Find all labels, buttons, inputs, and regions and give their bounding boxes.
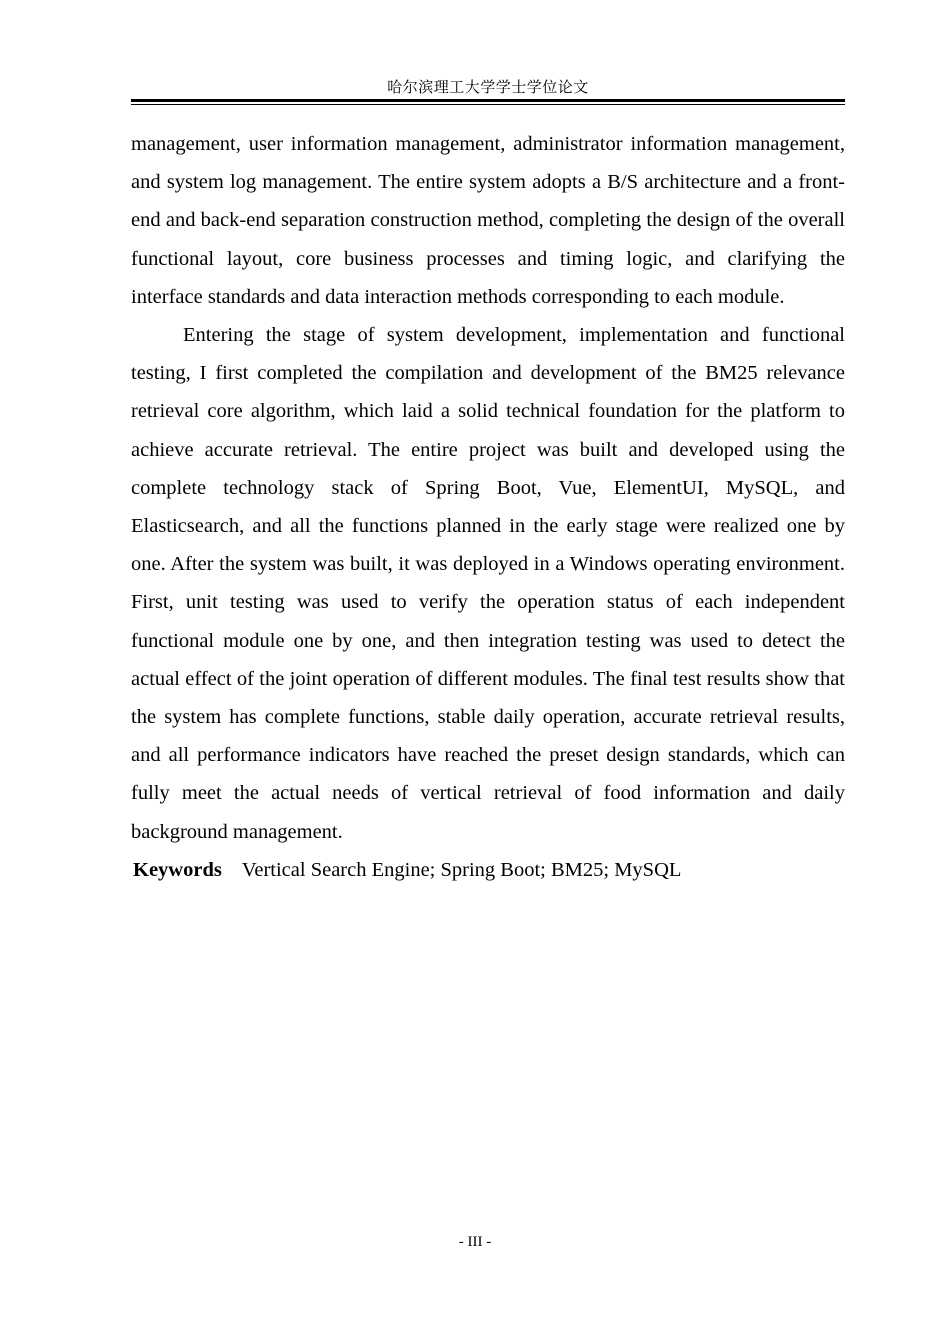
running-header: 哈尔滨理工大学学士学位论文: [387, 80, 589, 96]
keywords-line: [131, 851, 845, 889]
keywords-text: Vertical Search Engine; Spring Boot; BM25; MySQL: [241, 858, 682, 881]
header-rule-thin: [131, 104, 845, 105]
paragraph: Entering the stage of system development, implementation and functional testing, I first completed the compilation and development of the BM25 relevance retrieval core algorithm, which laid a solid technical foundation for the platform to achieve accurate retrieval. The entire project was built and developed using the complete technology stack of Spring Boot, Vue, ElementUI, MySQL, and Elasticsearch, and all the functions planned in the early stage were realized one by one. After the system was built, it was deployed in a Windows operating environment. First, unit testing was used to verify the operation status of each independent functional module one by one, and then integration testing was used to detect the actual effect of the joint operation of different modules. The final test results show that the system has complete functions, stable daily operation, accurate retrieval results, and all performance indicators have reached the preset design standards, which can fully meet the actual needs of vertical retrieval of food information and daily background management.: [131, 324, 845, 843]
header-rule-thick: [131, 99, 845, 102]
page-number: - III -: [458, 1234, 492, 1250]
abstract-body: [131, 125, 845, 889]
paragraph-continued: management, user information management, administrator information management, and system log management. The entire system adopts a B/S architecture and a front-end and back-end separation construction method, completing the design of the overall functional layout, core business processes and timing logic, and clarifying the interface standards and data interaction methods corresponding to each module.: [131, 133, 845, 308]
keywords-label: Keywords: [133, 858, 222, 881]
